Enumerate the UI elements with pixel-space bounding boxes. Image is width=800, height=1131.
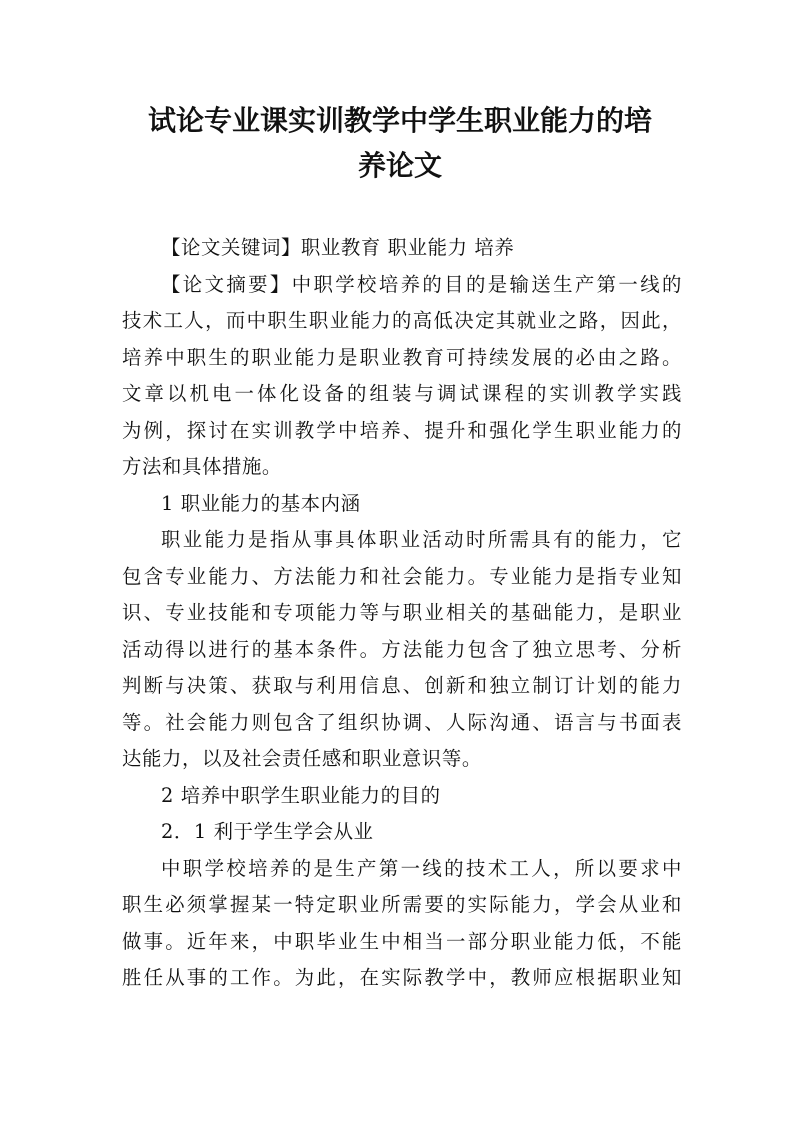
- text-line: 等。社会能力则包含了组织协调、人际沟通、语言与书面表: [122, 710, 682, 734]
- text-line: 包含专业能力、方法能力和社会能力。专业能力是指专业知: [122, 564, 682, 588]
- text-line: 方法和具体措施。: [122, 455, 282, 478]
- title-line-2: 养论文: [357, 149, 442, 182]
- document-title: [120, 98, 680, 188]
- text-line: 判断与决策、获取与利用信息、创新和独立制订计划的能力: [122, 674, 682, 697]
- text-line: 胜任从事的工作。为此，在实际教学中，教师应根据职业知: [122, 966, 682, 989]
- text-line: 为例，探讨在实训教学中培养、提升和强化学生职业能力的: [122, 418, 682, 442]
- text-line: 职业能力是指从事具体职业活动时所需具有的能力，它: [161, 528, 682, 551]
- text-line: 做事。近年来，中职毕业生中相当一部分职业能力低，不能: [122, 929, 682, 953]
- text-line: 文章以机电一体化设备的组装与调试课程的实训教学实践: [122, 382, 682, 405]
- text-line: 中职学校培养的是生产第一线的技术工人，所以要求中: [161, 856, 682, 880]
- text-line: 2 培养中职学生职业能力的目的: [161, 783, 441, 807]
- text-line: 活动得以进行的基本条件。方法能力包含了独立思考、分析: [122, 637, 682, 661]
- text-line: 【论文关键词】职业教育 职业能力 培养: [161, 236, 515, 259]
- text-line: 【论文摘要】中职学校培养的目的是输送生产第一线的: [161, 272, 682, 296]
- text-line: 达能力，以及社会责任感和职业意识等。: [122, 747, 482, 770]
- text-line: 技术工人，而中职生职业能力的高低决定其就业之路，因此，: [122, 309, 682, 332]
- text-line: 识、专业技能和专项能力等与职业相关的基础能力，是职业: [122, 601, 682, 624]
- text-line: 职生必须掌握某一特定职业所需要的实际能力，学会从业和: [122, 893, 682, 916]
- text-line: 1 职业能力的基本内涵: [161, 491, 361, 515]
- text-line: 2．1 利于学生学会从业: [161, 820, 374, 843]
- text-line: 培养中职生的职业能力是职业教育可持续发展的必由之路。: [122, 345, 682, 369]
- title-line-1: 试论专业课实训教学中学生职业能力的培: [147, 104, 652, 137]
- document-body: [122, 230, 682, 997]
